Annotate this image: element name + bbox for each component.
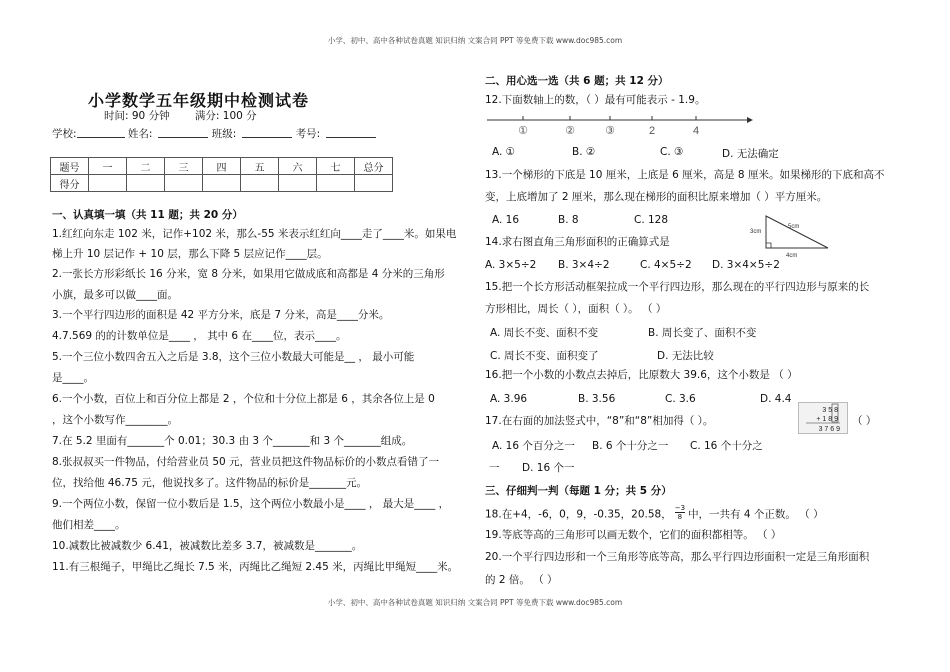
number-line-label-3: ③ — [605, 125, 615, 137]
q11: 11.有三根绳子，甲绳比乙绳长 7.5 米，丙绳比乙绳短 2.45 米，丙绳比甲绳短____米。 — [52, 561, 459, 573]
q9-line1: 9.一个两位小数，保留一位小数后是 1.5，这个两位小数最小是____ ， 最大是____ ， — [52, 498, 450, 510]
q16-option-a[interactable]: A. 3.96 — [490, 393, 528, 405]
q17-option-d[interactable]: D. 16 个一 — [522, 462, 575, 474]
number-line-label-1: ① — [518, 125, 528, 137]
q19: 19.等底等高的三角形可以画无数个，它们的面积都相等。 （ ） — [485, 529, 782, 541]
exam-meta — [104, 108, 279, 123]
name-blank[interactable] — [158, 127, 208, 138]
class-label: 班级: — [211, 128, 237, 140]
class-blank[interactable] — [242, 127, 292, 138]
score-cell[interactable] — [241, 175, 279, 192]
addition-figure — [798, 402, 848, 434]
q12-option-a[interactable]: A. ① — [492, 146, 516, 158]
q20-line2: 的 2 倍。 （ ） — [485, 574, 558, 586]
score-header-cell: 二 — [127, 158, 165, 175]
q13-line1: 13.一个梯形的下底是 10 厘米，上底是 6 厘米，高是 8 厘米。如果梯形的下底和高不 — [485, 169, 885, 181]
q17-option-b[interactable]: B. 6 个十分之一 — [592, 440, 669, 452]
q14: 14.求右图直角三角形面积的正确算式是 — [485, 236, 670, 248]
q18-pre: 18.在+4，-6，0，9，-0.35，20.58， — [485, 508, 672, 521]
q16-option-d[interactable]: D. 4.4 — [760, 393, 792, 405]
q20-line1: 20.一个平行四边形和一个三角形等底等高，那么平行四边形面积一定是三角形面积 — [485, 551, 870, 563]
q14-option-a[interactable]: A. 3×5÷2 — [485, 259, 537, 271]
score-cell[interactable] — [355, 175, 393, 192]
q13-option-b[interactable]: B. 8 — [558, 214, 579, 226]
q17-option-a[interactable]: A. 16 个百分之一 — [492, 440, 575, 452]
q1-line2: 梯上升 10 层记作 + 10 层，那么下降 5 层应记作____层。 — [52, 248, 328, 260]
number-line-label-2: ② — [565, 125, 575, 137]
q13-line2: 变，上底增加了 2 厘米，那么现在梯形的面积比原来增加（ ）平方厘米。 — [485, 191, 828, 203]
footer-note: 小学、初中、高中各种试卷真题 知识归纳 文案合同 PPT 等免费下载 www.doc985.com — [327, 598, 623, 607]
section2-title: 二、用心选一选（共 6 题；共 12 分） — [485, 75, 669, 87]
q16: 16.把一个小数的小数点去掉后，比原数大 39.6，这个小数是 （ ） — [485, 369, 798, 381]
q6-line1: 6.一个小数，百位上和百分位上都是 2 ，个位和十分位上都是 6 ，其余各位上是 0 — [52, 393, 435, 405]
addition-row-1: 3 5 8 — [822, 407, 838, 414]
number-line — [485, 112, 755, 138]
score-cell[interactable] — [203, 175, 241, 192]
school-blank[interactable] — [77, 127, 125, 138]
q12-option-b[interactable]: B. ② — [572, 146, 596, 158]
q5-line2: 是____。 — [52, 372, 94, 384]
q12-option-c[interactable]: C. ③ — [660, 146, 684, 158]
score-header-cell: 六 — [279, 158, 317, 175]
q15-option-a[interactable]: A. 周长不变、面积不变 — [490, 327, 599, 339]
score-table-score-row — [51, 175, 393, 192]
score-row-label: 得分 — [51, 175, 89, 192]
q7: 7.在 5.2 里面有_______个 0.01；30.3 由 3 个_______和 3 个_______组成。 — [52, 435, 413, 447]
q14-option-d[interactable]: D. 3×4×5÷2 — [712, 259, 780, 271]
q9-line2: 他们相差____。 — [52, 519, 126, 531]
q18-fraction-denominator: 8 — [677, 513, 683, 521]
score-cell[interactable] — [165, 175, 203, 192]
header-note: 小学、初中、高中各种试卷真题 知识归纳 文案合同 PPT 等免费下载 www.doc985.com — [327, 36, 623, 45]
q10: 10.减数比被减数少 6.41，被减数比差多 3.7，被减数是_______。 — [52, 540, 363, 552]
q14-option-b[interactable]: B. 3×4÷2 — [558, 259, 610, 271]
q15-option-b[interactable]: B. 周长变了、面积不变 — [648, 327, 757, 339]
addition-row-2: + 1 8 9 — [816, 416, 838, 423]
q2-line1: 2.一张长方形彩纸长 16 分米，宽 8 分米，如果用它做成底和高都是 4 分米的三角形 — [52, 268, 445, 280]
score-label: 满分: 100 分 — [194, 110, 257, 122]
triangle-label-4cm: 4cm — [786, 253, 798, 259]
time-label: 时间: 90 分钟 — [104, 110, 170, 122]
q16-option-b[interactable]: B. 3.56 — [578, 393, 616, 405]
q8-line1: 8.张叔叔买一件物品，付给营业员 50 元，营业员把这件物品标价的小数点看错了一 — [52, 456, 440, 468]
q12-option-d[interactable]: D. 无法确定 — [722, 148, 779, 160]
triangle-label-5cm: 5cm — [788, 224, 800, 230]
score-table — [50, 157, 393, 192]
addition-row-3: 3 7 6 9 — [818, 426, 840, 433]
q17: 17.在右面的加法竖式中，“8”和“8”相加得（ ）。 — [485, 415, 714, 427]
q4: 4.7.569 的的计数单位是____ ， 其中 6 在____位，表示____。 — [52, 330, 347, 342]
section1-title: 一、认真填一填（共 11 题；共 20 分） — [52, 209, 243, 221]
score-header-cell: 题号 — [51, 158, 89, 175]
score-header-cell: 一 — [89, 158, 127, 175]
exam-no-label: 考号: — [295, 128, 321, 140]
q18-post: 中，一共有 4 个正数。 （ ） — [688, 508, 824, 521]
school-label: 学校: — [52, 128, 77, 140]
score-header-cell: 五 — [241, 158, 279, 175]
q13-option-c[interactable]: C. 128 — [634, 214, 669, 226]
q17-option-c-cont: 一 — [489, 462, 500, 474]
q5-line1: 5.一个三位小数四舍五入之后是 3.8，这个三位小数最大可能是__ ， 最小可能 — [52, 351, 415, 363]
number-line-label-4: 2 — [648, 125, 656, 137]
triangle-label-3cm: 3cm — [750, 229, 762, 235]
q8-line2: 位，找给他 46.75 元，他说找多了。这件物品的标价是_______元。 — [52, 477, 367, 489]
q15-option-c[interactable]: C. 周长不变、面积变了 — [490, 350, 599, 362]
q18-fraction — [675, 504, 685, 521]
q2-line2: 小旗，最多可以做____面。 — [52, 289, 178, 301]
q1-line1: 1.红红向东走 102 米，记作+102 米，那么-55 米表示红红向____走了____米。如果电 — [52, 228, 457, 240]
q15-line1: 15.把一个长方形活动框架拉成一个平行四边形，那么现在的平行四边形与原来的长 — [485, 281, 870, 293]
q17-option-c[interactable]: C. 16 个十分之 — [690, 440, 763, 452]
score-header-cell: 四 — [203, 158, 241, 175]
score-table-header-row — [51, 158, 393, 175]
page-title: 小学数学五年级期中检测试卷 — [88, 91, 310, 110]
q13-option-a[interactable]: A. 16 — [492, 214, 520, 226]
q18 — [485, 506, 824, 523]
score-cell[interactable] — [89, 175, 127, 192]
q3: 3.一个平行四边形的面积是 42 平方分米，底是 7 分米，高是____分米。 — [52, 309, 390, 321]
score-cell[interactable] — [317, 175, 355, 192]
section3-title: 三、仔细判一判（每题 1 分；共 5 分） — [485, 485, 672, 497]
q16-option-c[interactable]: C. 3.6 — [665, 393, 696, 405]
right-triangle-figure — [748, 210, 838, 260]
score-cell[interactable] — [127, 175, 165, 192]
q18-fraction-numerator: −3 — [674, 504, 686, 512]
q17-paren: （ ） — [852, 415, 877, 427]
score-header-cell: 总分 — [355, 158, 393, 175]
q15-line2: 方形相比，周长（ ），面积（ ）。 （ ） — [485, 303, 667, 315]
number-line-label-5: 4 — [692, 125, 700, 137]
score-header-cell: 七 — [317, 158, 355, 175]
score-cell[interactable] — [279, 175, 317, 192]
q6-line2: ，这个小数写作________。 — [52, 414, 178, 426]
score-header-cell: 三 — [165, 158, 203, 175]
exam-no-blank[interactable] — [326, 127, 376, 138]
q14-option-c[interactable]: C. 4×5÷2 — [640, 259, 692, 271]
q15-option-d[interactable]: D. 无法比较 — [657, 350, 714, 362]
student-info — [52, 126, 376, 141]
q12: 12.下面数轴上的数，（ ）最有可能表示 - 1.9。 — [485, 94, 706, 106]
name-label: 姓名: — [127, 128, 153, 140]
